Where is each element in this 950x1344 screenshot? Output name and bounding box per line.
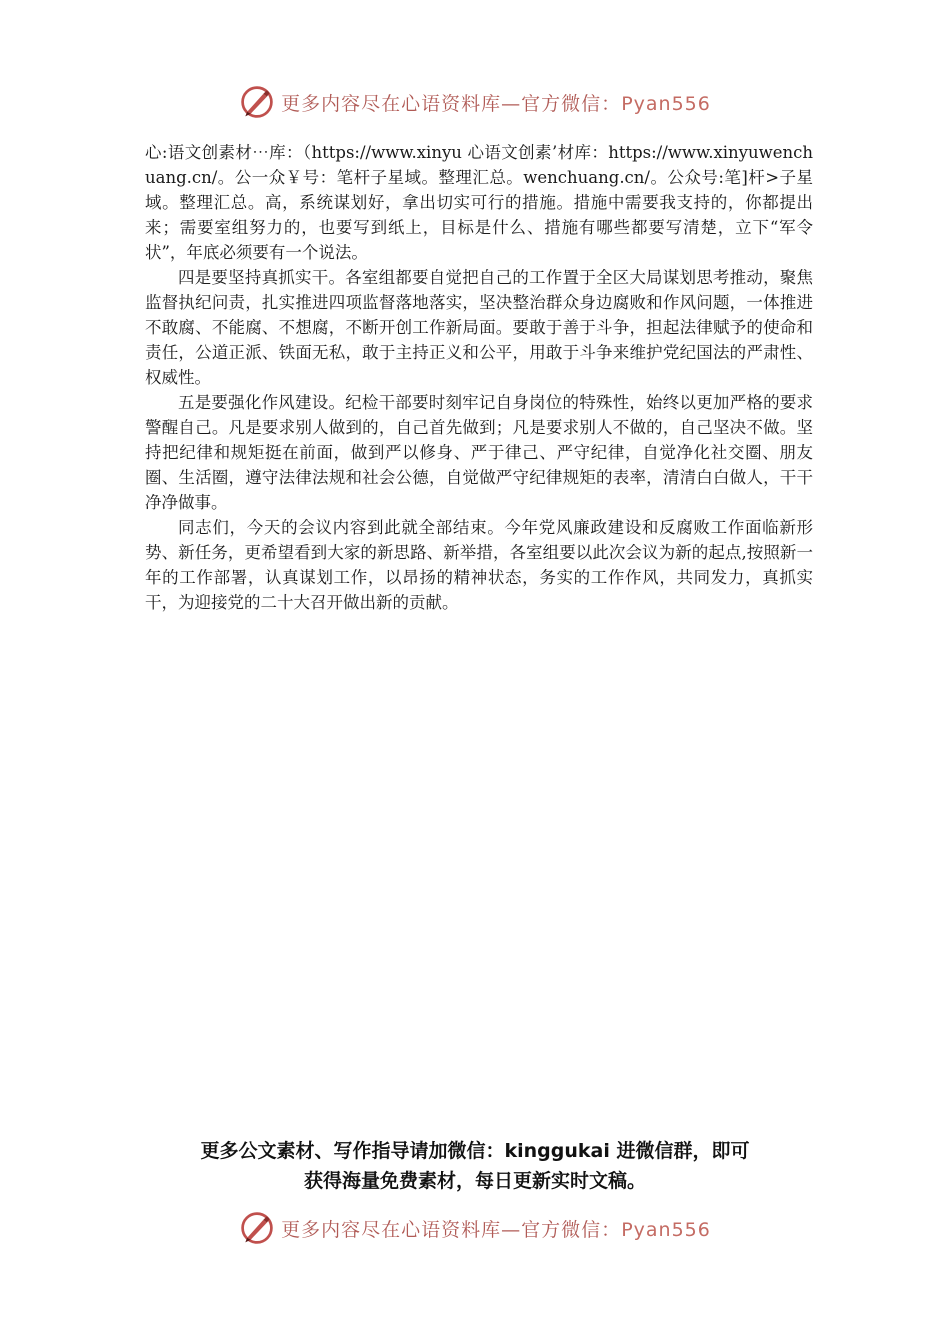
footer-promo-line-1: 更多公文素材、写作指导请加微信：kinggukai 进微信群，即可 (200, 1140, 750, 1162)
watermark-dash: — (501, 92, 522, 115)
paragraph-point-four: 四是要坚持真抓实干。各室组都要自觉把自己的工作置于全区大局谋划思考推动，聚焦监督执纪问责，扎实推进四项监督落地落实，坚决整治群众身边腐败和作风问题，一体推进不敢腐、不能腐、不想腐，不断开创工作新局面。要敢于善于斗争，担起法律赋予的使命和责任，公道正派、铁面无私，敢于主持正义和公平，用敢于斗争来维护党纪国法的严肃性、权威性。 (145, 268, 813, 387)
watermark-library: 更多内容尽在心语资料库 (281, 1218, 502, 1241)
watermark-text (281, 89, 711, 116)
paragraph-point-five: 五是要强化作风建设。纪检干部要时刻牢记自身岗位的特殊性，始终以更加严格的要求警醒自己。凡是要求别人做到的，自己首先做到；凡是要求别人不做的，自己坚决不做。坚持把纪律和规矩挺在前面，做到严以修身、严于律己、严守纪律，自觉净化社交圈、朋友圈、生活圈，遵守法律法规和社会公德，自觉做严守纪律规矩的表率，清清白白做人，干干净净做事。 (145, 393, 813, 512)
header-watermark (0, 82, 950, 122)
watermark-wechat-id: Pyan556 (621, 1218, 711, 1241)
paragraph-continuation: 心:语文创素材⋯库：（https://www.xinyu 心语文创素’材库：https://www.xinyuwenchuang.cn/。公一众￥号：笔杆子星域。整理汇总。wenchuang.cn/。公众号:笔]杆>子星域。整理汇总。高，系统谋划好，拿出切实可行的措施。措施中需要我支持的，你都提出来；需要室组努力的，也要写到纸上，目标是什么、措施有哪些都要写清楚，立下“军令状”，年底必须要有一个说法。 (145, 143, 813, 262)
watermark-wechat-id: Pyan556 (621, 92, 711, 115)
pen-logo-icon (239, 84, 275, 120)
watermark-dash: — (501, 1218, 522, 1241)
footer-watermark (0, 1208, 950, 1248)
document-body (145, 140, 813, 615)
watermark-official: 官方微信： (521, 92, 622, 115)
paragraph-closing: 同志们，今天的会议内容到此就全部结束。今年党风廉政建设和反腐败工作面临新形势、新任务，更希望看到大家的新思路、新举措，各室组要以此次会议为新的起点,按照新一年的工作部署，认真谋划工作，以昂扬的精神状态，务实的工作作风，共同发力，真抓实干，为迎接党的二十大召开做出新的贡献。 (145, 518, 813, 612)
pen-logo-icon (239, 1210, 275, 1246)
watermark-official: 官方微信： (521, 1218, 622, 1241)
footer-promo-line-2: 获得海量免费素材，每日更新实时文稿。 (303, 1170, 646, 1192)
watermark-library: 更多内容尽在心语资料库 (281, 92, 502, 115)
footer-promo (100, 1136, 850, 1196)
watermark-text (281, 1215, 711, 1242)
